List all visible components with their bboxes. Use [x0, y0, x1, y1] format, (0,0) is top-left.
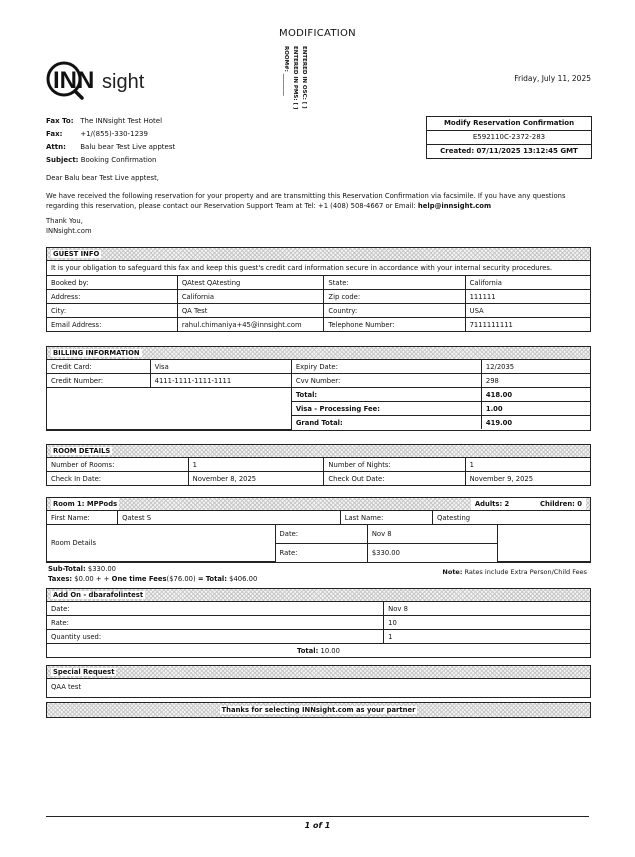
credit-number-label: Credit Number:	[47, 374, 150, 388]
last-name-value: Qatesting	[433, 511, 591, 525]
room-1-table	[47, 511, 590, 562]
room-details-section	[46, 444, 591, 486]
processing-fee-value: 1.00	[481, 402, 590, 416]
fax-to-label: Fax To:	[46, 117, 74, 125]
thanks-bar-text: Thanks for selecting INNsight.com as your partner	[221, 706, 416, 714]
table-row	[47, 525, 590, 544]
table-row	[47, 616, 590, 630]
country-label: Country:	[324, 304, 465, 318]
special-request-text: QAA test	[51, 683, 82, 691]
phone-value: 7111111111	[465, 318, 590, 332]
special-request-header-text: Special Request	[53, 668, 115, 676]
fax-subject-value: Booking Confirmation	[80, 156, 157, 164]
nights-value: 1	[465, 458, 590, 472]
rate-note	[442, 568, 587, 576]
letter-greeting: Dear Balu bear Test Live apptest,	[46, 174, 159, 182]
room-1-adults: Adults: 2	[474, 500, 510, 508]
total-label: Total:	[291, 388, 481, 402]
table-row	[47, 511, 590, 525]
table-row	[47, 644, 590, 658]
room-1-title: Room 1: MPPods	[53, 500, 118, 508]
checkout-label: Check Out Date:	[324, 472, 465, 486]
stamp-line-osc: ENTERED IN OSC: [ ]	[301, 46, 307, 109]
page-number: 1 of 1	[304, 821, 331, 830]
billing-header-text: BILLING INFORMATION	[53, 349, 140, 357]
room-details-header	[47, 445, 590, 458]
thanks-bar	[47, 703, 590, 717]
expiry-value: 12/2035	[481, 360, 590, 374]
letter-thanks: Thank You,	[46, 217, 83, 225]
addon-header	[47, 589, 590, 602]
room-1-totals	[48, 564, 257, 584]
credit-number-value: 4111-1111-1111-1111	[150, 374, 291, 388]
checkout-value: November 9, 2025	[465, 472, 590, 486]
address-value: California	[177, 290, 324, 304]
room-details-header-text: ROOM DETAILS	[53, 447, 111, 455]
addon-total-value: 10.00	[320, 646, 340, 655]
fax-number-label: Fax:	[46, 130, 63, 138]
subtotal-value: $330.00	[87, 565, 116, 573]
city-label: City:	[47, 304, 177, 318]
rate-note-text: Rates include Extra Person/Child Fees	[464, 568, 587, 576]
plus-sign-2: +	[103, 575, 110, 583]
fax-attn-value: Balu bear Test Live apptest	[80, 143, 176, 151]
confirmation-created: Created: 07/11/2025 13:12:45 GMT	[440, 147, 578, 155]
entry-stamp	[272, 46, 308, 112]
table-row	[47, 290, 590, 304]
plus-sign: +	[95, 575, 102, 583]
taxes-value: $0.00	[74, 575, 94, 583]
room-details-table	[47, 458, 590, 485]
confirmation-box	[426, 116, 592, 159]
table-row	[47, 458, 590, 472]
table-row	[47, 602, 590, 616]
svg-text:sight: sight	[102, 71, 145, 93]
zip-label: Zip code:	[324, 290, 465, 304]
credit-card-label: Credit Card:	[47, 360, 150, 374]
addon-header-text: Add On - dbarafolintest	[53, 591, 144, 599]
processing-fee-label: Visa - Processing Fee:	[291, 402, 481, 416]
billing-section	[46, 346, 591, 431]
booked-by-label: Booked by:	[47, 276, 177, 290]
billing-header	[47, 347, 590, 360]
addon-qty-label: Quantity used:	[47, 630, 384, 644]
table-row	[47, 388, 590, 402]
rate-note-label: Note:	[442, 568, 463, 576]
table-row	[47, 304, 590, 318]
document-date: Friday, July 11, 2025	[514, 74, 591, 83]
table-row	[47, 472, 590, 486]
email-label: Email Address:	[47, 318, 177, 332]
table-row	[47, 374, 590, 388]
first-name-value: Qatest S	[118, 511, 341, 525]
billing-blank-cell	[47, 388, 291, 430]
fax-attn-label: Attn:	[46, 143, 66, 151]
footer-divider	[46, 816, 589, 817]
fees-label: One time Fees	[111, 575, 167, 583]
zip-value: 111111	[465, 290, 590, 304]
table-row	[47, 630, 590, 644]
email-value: rahul.chimaniya+45@innsight.com	[177, 318, 324, 332]
room-1-header	[47, 498, 590, 511]
letter-body	[46, 173, 591, 236]
checkin-label: Check In Date:	[47, 472, 188, 486]
guest-info-section	[46, 247, 591, 332]
confirmation-heading: Modify Reservation Confirmation	[427, 117, 591, 131]
cvv-label: Cvv Number:	[291, 374, 481, 388]
stamp-line-pms: ENTERED IN PMS: [ ]	[292, 46, 298, 110]
room-details-label: Room Details	[47, 525, 275, 562]
special-request-section	[46, 665, 591, 698]
addon-date-value: Nov 8	[384, 602, 590, 616]
subtotal-label: Sub-Total:	[48, 565, 86, 573]
first-name-label: First Name:	[47, 511, 118, 525]
country-value: USA	[465, 304, 590, 318]
addon-date-label: Date:	[47, 602, 384, 616]
fees-value: ($76.00)	[166, 575, 196, 583]
addon-table	[47, 602, 590, 657]
state-value: California	[465, 276, 590, 290]
thanks-section	[46, 702, 591, 718]
room-1-children: Children: 0	[540, 500, 582, 508]
city-value: QA Test	[177, 304, 324, 318]
addon-rate-value: 10	[384, 616, 590, 630]
address-label: Address:	[47, 290, 177, 304]
support-email-link[interactable]: help@innsight.com	[417, 202, 492, 210]
table-row	[47, 360, 590, 374]
rooms-value: 1	[188, 458, 324, 472]
phone-label: Telephone Number:	[324, 318, 465, 332]
last-name-label: Last Name:	[340, 511, 432, 525]
addon-qty-value: 1	[384, 630, 590, 644]
fax-to-value: The INNsight Test Hotel	[80, 117, 163, 125]
rooms-label: Number of Rooms:	[47, 458, 188, 472]
room-rate-value: $330.00	[367, 543, 497, 561]
total-value: 418.00	[481, 388, 590, 402]
cvv-value: 298	[481, 374, 590, 388]
table-row	[47, 276, 590, 290]
room-1-section	[46, 497, 591, 563]
room-total-label: Total:	[205, 575, 227, 583]
state-label: State:	[324, 276, 465, 290]
equals-sign: =	[197, 575, 204, 583]
room-total-value: $406.00	[229, 575, 258, 583]
letter-signoff: INNsight.com	[46, 227, 92, 235]
credit-card-value: Visa	[150, 360, 291, 374]
table-row	[47, 318, 590, 332]
guest-info-header-text: GUEST INFO	[53, 250, 100, 258]
room-date-label: Date:	[275, 525, 367, 544]
expiry-label: Expiry Date:	[291, 360, 481, 374]
taxes-label: Taxes:	[48, 575, 73, 583]
addon-total-label: Total:	[297, 646, 319, 655]
innsight-logo	[44, 57, 154, 101]
addon-section	[46, 588, 591, 658]
grand-total-label: Grand Total:	[291, 416, 481, 430]
grand-total-value: 419.00	[481, 416, 590, 430]
booked-by-value: QAtest QAtesting	[177, 276, 324, 290]
addon-total	[47, 644, 590, 658]
nights-label: Number of Nights:	[324, 458, 465, 472]
checkin-value: November 8, 2025	[188, 472, 324, 486]
confirmation-number: E592110C-2372-283	[427, 131, 591, 145]
fax-number-value: +1/(855)-330-1239	[80, 130, 148, 138]
stamp-line-room: ROOM#: ________	[283, 46, 289, 96]
svg-text:INN: INN	[53, 67, 95, 94]
special-request-header	[47, 666, 590, 679]
room-rate-label: Rate:	[275, 543, 367, 561]
addon-rate-label: Rate:	[47, 616, 384, 630]
guest-info-table	[47, 276, 590, 331]
fax-header	[46, 115, 175, 167]
billing-table	[47, 360, 590, 430]
letter-text: We have received the following reservation for your property and are transmitting this Reservation Confirmation via facsimile. If you have any questions regarding this reservation, please contact our Reservation Support Team at Tel: +1 (408) 508-4667 or Email:	[46, 192, 566, 210]
guest-info-note: It is your obligation to safeguard this fax and keep this guest's credit card information secure in accordance with your internal security procedures.	[47, 261, 590, 276]
fax-subject-label: Subject:	[46, 156, 79, 164]
room-extra-cell	[498, 525, 590, 562]
room-date-value: Nov 8	[367, 525, 497, 544]
guest-info-header	[47, 248, 590, 261]
document-title: MODIFICATION	[279, 28, 356, 39]
